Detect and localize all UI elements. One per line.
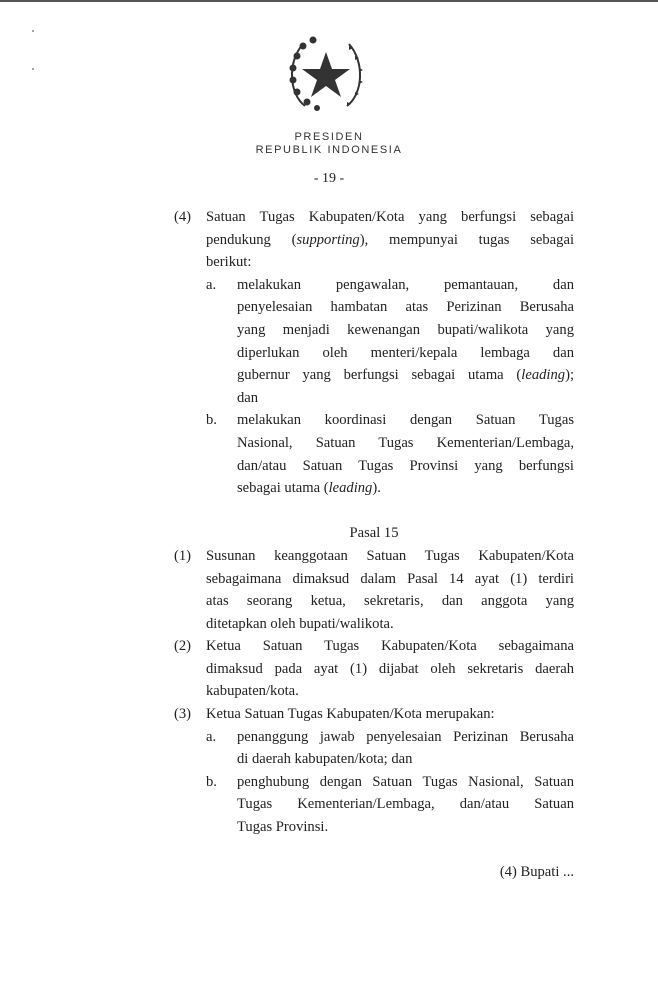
text-segment: ditetapkan oleh bupati/walikota.: [206, 615, 394, 632]
scan-speck: [32, 30, 34, 32]
scan-speck: [32, 68, 34, 70]
header-title: PRESIDEN: [294, 131, 364, 143]
item-letter: b.: [206, 412, 217, 429]
item-letter: b.: [206, 773, 217, 790]
italic-term: leading: [328, 480, 373, 497]
paragraph-number: (3): [174, 706, 192, 723]
page-top-edge: [0, 0, 658, 2]
paragraph-line: [174, 613, 574, 636]
paragraph-line: [174, 545, 574, 568]
text-segment: atas seorang ketua, sekretaris, dan anggota yang: [206, 593, 574, 610]
list-item-line: [174, 387, 574, 410]
paragraph-line: [174, 680, 574, 703]
text-segment: ), mempunyai tugas sebagai: [359, 231, 574, 248]
paragraph-number: (4): [174, 209, 192, 225]
paragraph-line: [174, 568, 574, 591]
text-segment: Tugas Provinsi.: [237, 819, 329, 836]
text-segment: Susunan keanggotaan Satuan Tugas Kabupaten/Kota: [206, 547, 574, 564]
paragraph-number: (2): [174, 638, 192, 655]
paragraph-line: [174, 251, 574, 274]
list-item-line: [174, 364, 574, 387]
text-segment: Tugas Kementerian/Lembaga, dan/atau Satuan: [237, 796, 574, 813]
text-segment: melakukan pengawalan, pemantauan, dan: [237, 276, 574, 293]
blank-line: [174, 500, 574, 523]
text-segment: penghubung dengan Satuan Tugas Nasional, Satuan: [237, 773, 574, 790]
catchword: (4) Bupati ...: [499, 864, 574, 881]
list-item-line: [174, 477, 574, 500]
text-segment: sebagai utama (: [237, 480, 329, 497]
text-segment: ).: [372, 480, 381, 497]
document-body: [174, 206, 574, 884]
text-segment: Ketua Satuan Tugas Kabupaten/Kota merupakan:: [206, 706, 495, 723]
header-subtitle: REPUBLIK INDONESIA: [255, 144, 403, 156]
text-segment: pendukung (: [206, 231, 297, 248]
italic-term: leading: [521, 367, 566, 384]
list-item-line: [174, 793, 574, 816]
blank-line: [174, 839, 574, 862]
list-item-line: [174, 296, 574, 319]
italic-term: supporting: [296, 231, 360, 248]
list-item-line: [174, 274, 574, 297]
list-item-line: [174, 771, 574, 794]
text-segment: );: [565, 367, 574, 384]
item-letter: a.: [206, 728, 217, 745]
list-item-line: [174, 342, 574, 365]
text-segment: yang menjadi kewenangan bupati/walikota yang: [237, 321, 574, 338]
paragraph-line: [174, 229, 574, 252]
text-segment: Ketua Satuan Tugas Kabupaten/Kota sebagaimana: [206, 638, 574, 655]
text-segment: Nasional, Satuan Tugas Kementerian/Lembaga,: [237, 434, 574, 451]
list-item-line: [174, 455, 574, 478]
text-segment: dimaksud pada ayat (1) dijabat oleh sekretaris daerah: [206, 660, 574, 677]
text-segment: sebagaimana dimaksud dalam Pasal 14 ayat (1) terdiri: [206, 570, 574, 587]
text-segment: dan: [237, 389, 259, 406]
list-item-line: [174, 319, 574, 342]
paragraph-line: [174, 658, 574, 681]
paragraph-line: [174, 635, 574, 658]
text-segment: dan/atau Satuan Tugas Provinsi yang berfungsi: [237, 457, 574, 474]
text-segment: melakukan koordinasi dengan Satuan Tugas: [237, 412, 574, 429]
text-segment: kabupaten/kota.: [206, 683, 299, 700]
paragraph-line: [174, 703, 574, 726]
page-number: - 19 -: [313, 171, 345, 186]
paragraph-number: (1): [174, 547, 192, 564]
presidential-emblem-icon: [283, 32, 369, 114]
text-segment: gubernur yang berfungsi sebagai utama (: [237, 367, 522, 384]
text-segment: Satuan Tugas Kabupaten/Kota yang berfungsi sebagai: [206, 209, 574, 225]
item-letter: a.: [206, 276, 217, 293]
list-item-line: [174, 748, 574, 771]
list-item-line: [174, 432, 574, 455]
text-segment: penyelesaian hambatan atas Perizinan Berusaha: [237, 299, 574, 316]
list-item-line: [174, 816, 574, 839]
text-segment: di daerah kabupaten/kota; dan: [237, 751, 413, 768]
paragraph-line: [174, 590, 574, 613]
paragraph-line: [174, 206, 574, 229]
article-heading: Pasal 15: [349, 525, 399, 542]
text-segment: diperlukan oleh menteri/kepala lembaga dan: [237, 344, 574, 361]
list-item-line: [174, 726, 574, 749]
list-item-line: [174, 409, 574, 432]
text-segment: berikut:: [206, 254, 252, 271]
text-segment: penanggung jawab penyelesaian Perizinan Berusaha: [237, 728, 574, 745]
